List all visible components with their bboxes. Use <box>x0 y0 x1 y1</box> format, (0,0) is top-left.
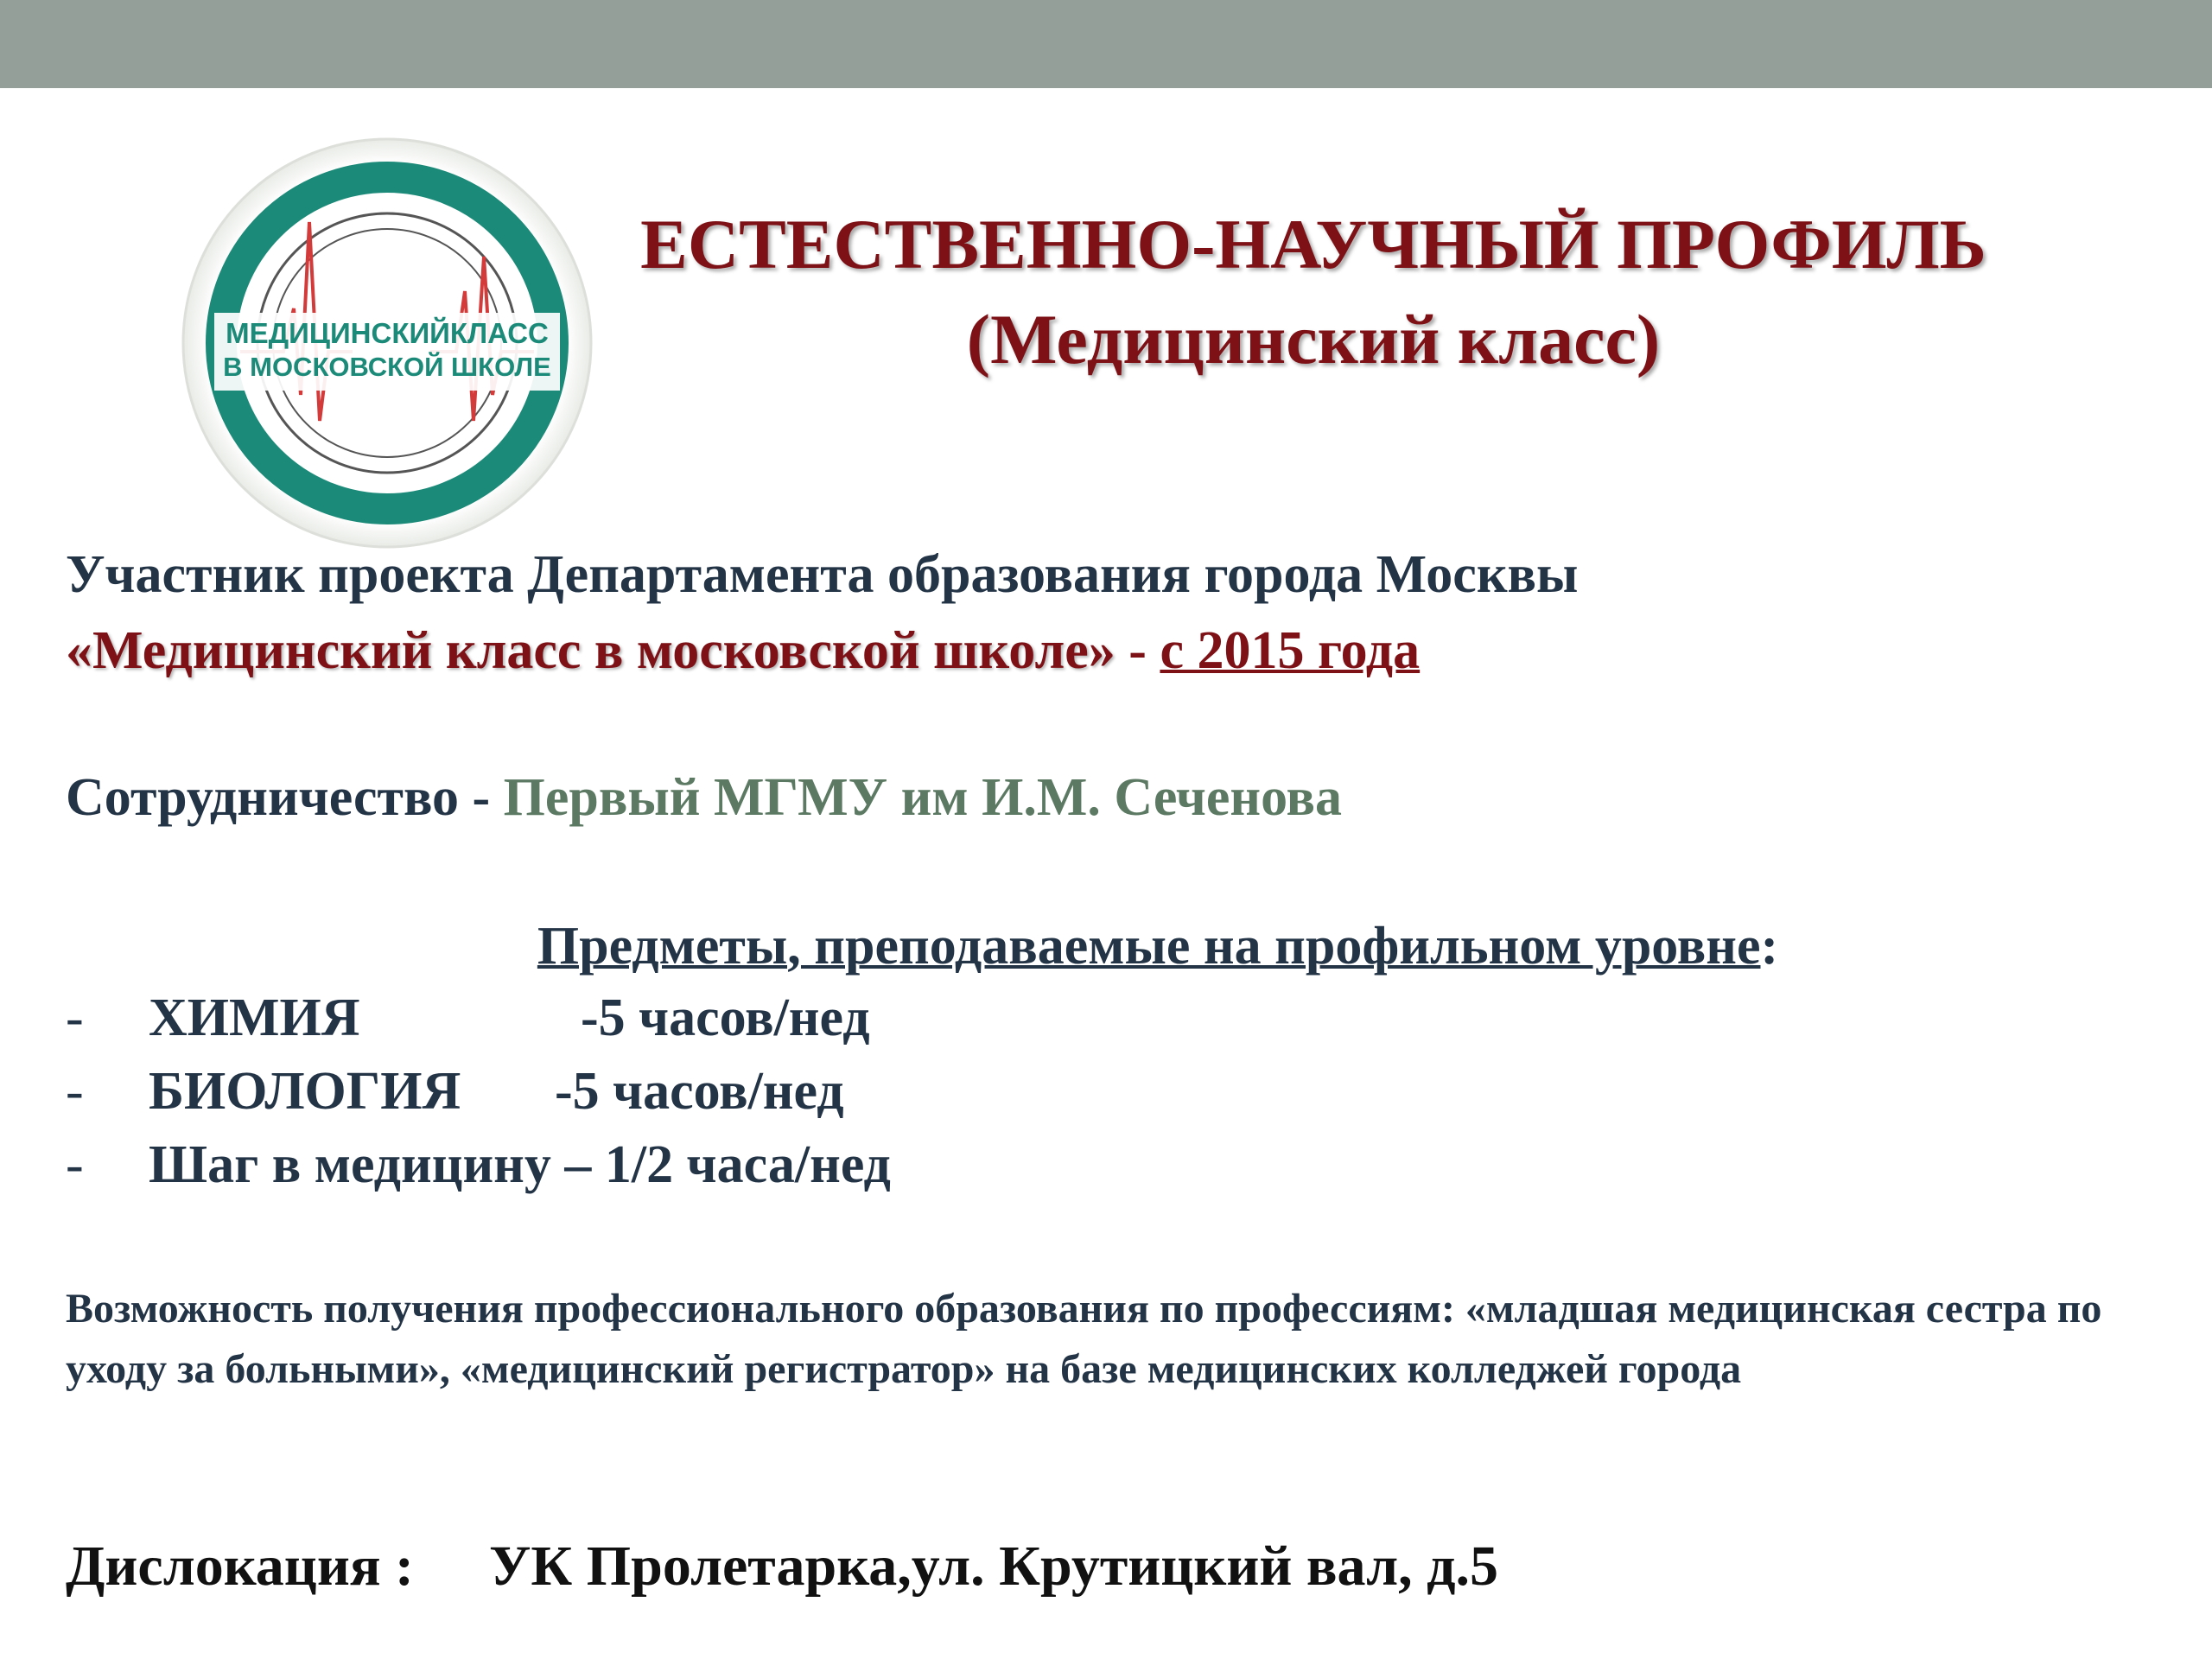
subject-name: БИОЛОГИЯ <box>149 1062 461 1121</box>
subject-item-biology <box>66 1061 844 1122</box>
project-name: «Медицинский класс в московской школе» <box>66 621 1116 680</box>
subject-name: ХИМИЯ <box>149 988 360 1047</box>
subject-hours: -5 часов/нед <box>581 988 870 1047</box>
title-line-1: ЕСТЕСТВЕННО-НАУЧНЫЙ ПРОФИЛЬ <box>640 205 1986 283</box>
subjects-heading <box>0 916 2212 977</box>
location-label: Дислокация : <box>66 1535 415 1598</box>
medical-class-logo <box>180 136 594 550</box>
page-title <box>570 197 2056 387</box>
subjects-heading-text: Предметы, преподаваемые на профильном уровне <box>537 917 1761 976</box>
subject-item-chemistry <box>66 988 870 1049</box>
subject-hours: -5 часов/нед <box>555 1062 844 1121</box>
participant-line: Участник проекта Департамента образования города Москвы <box>66 545 1579 604</box>
cooperation-partner: Первый МГМУ им И.М. Сеченова <box>503 768 1343 827</box>
logo-emblem <box>180 136 594 550</box>
location-line <box>66 1534 1498 1599</box>
project-line <box>66 620 1420 682</box>
location-address: УК Пролетарка,ул. Крутицкий вал, д.5 <box>489 1535 1499 1598</box>
subjects-heading-colon: : <box>1760 917 1779 976</box>
project-separator: - <box>1115 621 1160 680</box>
project-since: с 2015 года <box>1160 621 1421 680</box>
top-bar <box>0 0 2212 88</box>
cooperation-label: Сотрудничество - <box>66 768 504 827</box>
list-bullet: - <box>66 1062 84 1121</box>
subject-item-step-into-medicine <box>66 1135 891 1196</box>
logo-text-line2: В МОСКОВСКОЙ ШКОЛЕ <box>223 352 551 382</box>
list-bullet: - <box>66 988 84 1047</box>
list-bullet: - <box>66 1135 84 1194</box>
title-line-2: (Медицинский класс) <box>966 300 1661 378</box>
cooperation-line <box>66 767 1342 829</box>
logo-text-line1: МЕДИЦИНСКИЙКЛАСС <box>226 317 549 349</box>
professional-opportunity-text: Возможность получения профессионального образования по профессиям: «младшая медицинская сестра по уходу за больными», «медицинский регистратор» на базе медицинских колледжей города <box>66 1286 2102 1392</box>
subject-name: Шаг в медицину – 1/2 часа/нед <box>149 1135 891 1194</box>
